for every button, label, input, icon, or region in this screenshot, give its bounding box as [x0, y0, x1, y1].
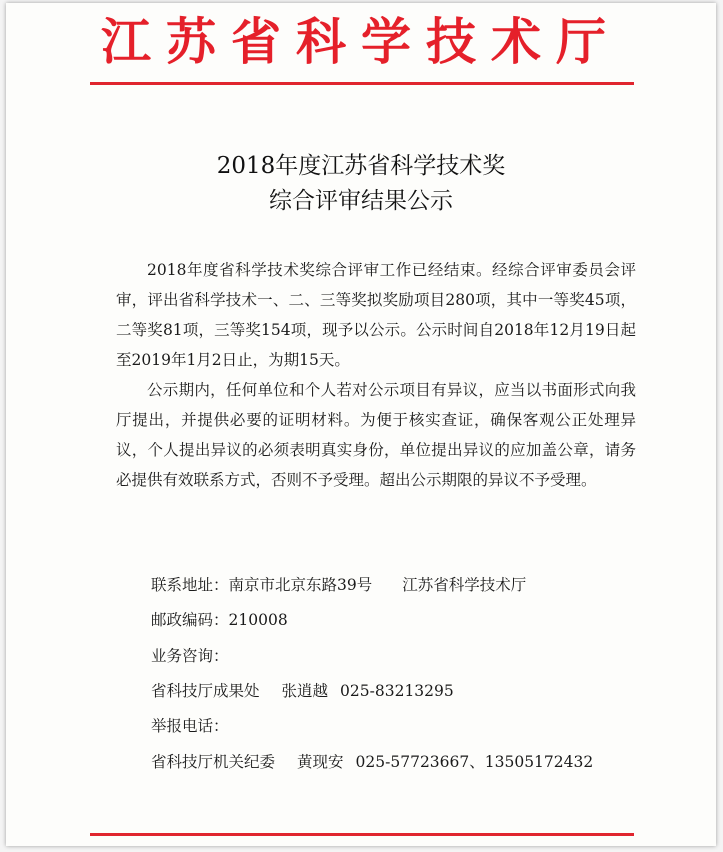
- contact-consult-label: 业务咨询：: [151, 647, 229, 665]
- notice-title-line1: 2018年度江苏省科学技术奖: [216, 153, 506, 179]
- footer-rule: [90, 833, 634, 836]
- contact-consult-person: 张逍越: [281, 682, 329, 700]
- contact-postcode-label: 邮政编码：: [151, 611, 229, 629]
- letterhead-top-rule: [90, 82, 634, 85]
- notice-body: [116, 255, 636, 495]
- contact-address-value: 南京市北京东路39号: [228, 576, 373, 594]
- contact-address: [151, 570, 526, 600]
- notice-paragraph-2: 公示期内，任何单位和个人若对公示项目有异议，应当以书面形式向我厅提出，并提供必要的证明材料。为便于核实查证，确保客观公正处理异议，个人提出异议的必须表明真实身份，单位提出异议的应加盖公章，请务必提供有效联系方式，否则不予受理。超出公示期限的异议不予受理。: [116, 381, 636, 489]
- contact-report-line: [151, 747, 593, 777]
- contact-postcode: [151, 605, 288, 635]
- notice-paragraph-1: 2018年度省科学技术奖综合评审工作已经结束。经综合评审委员会评审，评出省科学技术一、二、三等奖拟奖励项目280项，其中一等奖45项，二等奖81项，三等奖154项，现予以公示。公示时间自2018年12月19日起至2019年1月2日止，为期15天。: [116, 261, 636, 369]
- contact-consult-dept: 省科技厅成果处: [151, 682, 260, 700]
- contact-report-label: 举报电话：: [151, 717, 229, 735]
- letterhead-title: 江苏省科学技术厅: [101, 12, 621, 71]
- contact-consult-line: [151, 676, 454, 706]
- contact-address-label: 联系地址：: [151, 576, 229, 594]
- contact-address-org: 江苏省科学技术厅: [402, 576, 527, 594]
- contact-postcode-value: 210008: [228, 611, 288, 629]
- notice-title-line2: 综合评审结果公示: [269, 188, 453, 214]
- document-page: [6, 3, 716, 846]
- contact-report-dept: 省科技厅机关纪委: [151, 753, 276, 771]
- contact-consult-phone: 025-83213295: [340, 682, 454, 700]
- contact-report-phone: 025-57723667、13505172432: [355, 753, 594, 771]
- contact-report-person: 黄现安: [297, 753, 344, 771]
